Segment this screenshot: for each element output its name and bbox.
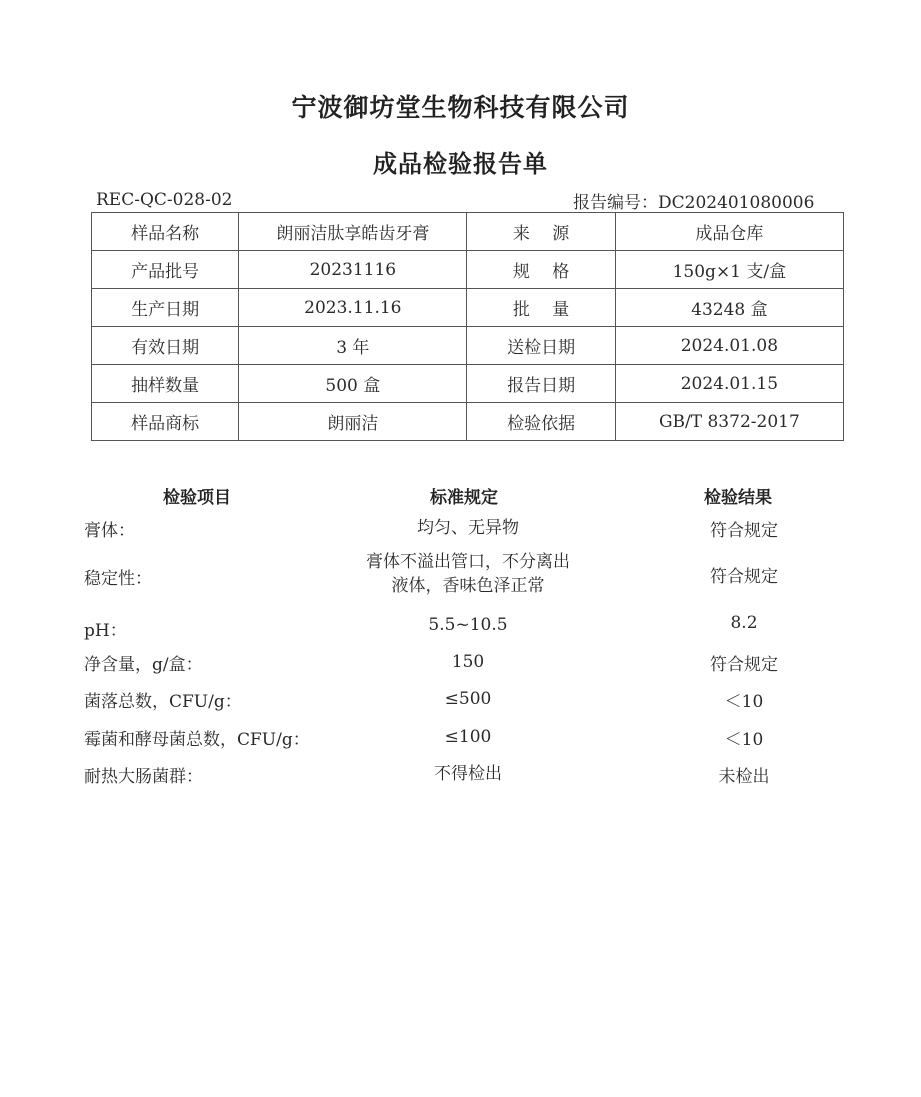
standard-line-1: 膏体不溢出管口，不分离出	[366, 552, 570, 572]
result-text: 符合规定	[710, 521, 778, 541]
report-title: 成品检验报告单	[373, 150, 548, 178]
table-cell: 生产日期	[92, 289, 239, 327]
table-cell: 43248 盒	[615, 289, 843, 327]
table-cell: 3 年	[239, 327, 467, 365]
table-cell: 样品商标	[92, 403, 239, 441]
header-standard: 标准规定	[430, 488, 498, 508]
table-cell: 朗丽洁	[239, 403, 467, 441]
result-text: 未检出	[718, 767, 770, 787]
table-cell: 抽样数量	[92, 365, 239, 403]
header-result: 检验结果	[704, 488, 772, 508]
company-name: 宁波御坊堂生物科技有限公司	[291, 93, 630, 122]
standard-text: 5.5~10.5	[428, 615, 508, 635]
result-text: ＜10	[724, 730, 764, 750]
document-code: REC-QC-028-02	[96, 190, 233, 210]
standard-text	[318, 550, 618, 598]
result-text: 符合规定	[710, 655, 778, 675]
item-label: 膏体：	[84, 521, 135, 541]
table-row	[92, 327, 844, 365]
table-cell: 有效日期	[92, 327, 239, 365]
result-text: 8.2	[730, 613, 758, 633]
table-cell: 报告日期	[467, 365, 615, 403]
result-text: 符合规定	[710, 567, 778, 587]
table-cell: 产品批号	[92, 251, 239, 289]
table-row	[92, 289, 844, 327]
table-cell: 2023.11.16	[239, 289, 467, 327]
sample-info-table	[91, 212, 844, 441]
table-cell: 朗丽洁肽享皓齿牙膏	[239, 213, 467, 251]
table-cell: 150g×1 支/盒	[615, 251, 843, 289]
table-cell: 检验依据	[467, 403, 615, 441]
table-cell: 样品名称	[92, 213, 239, 251]
table-cell: 500 盒	[239, 365, 467, 403]
result-text: ＜10	[724, 692, 764, 712]
report-number: 报告编号：DC202401080006	[573, 193, 815, 213]
table-cell: GB/T 8372-2017	[615, 403, 843, 441]
table-row	[92, 365, 844, 403]
standard-text: 均匀、无异物	[417, 518, 519, 538]
item-label: 净含量，g/盒：	[84, 655, 203, 675]
table-cell: 来 源	[467, 213, 615, 251]
table-cell: 20231116	[239, 251, 467, 289]
standard-text: ≤500	[444, 689, 492, 709]
item-label: 霉菌和酵母菌总数，CFU/g：	[84, 730, 310, 750]
table-row	[92, 251, 844, 289]
item-label: 菌落总数，CFU/g：	[84, 692, 242, 712]
header-inspection-item: 检验项目	[163, 488, 231, 508]
table-cell: 成品仓库	[615, 213, 843, 251]
table-cell: 规 格	[467, 251, 615, 289]
item-label: 耐热大肠菌群：	[84, 767, 203, 787]
table-cell: 送检日期	[467, 327, 615, 365]
table-row	[92, 213, 844, 251]
item-label: pH：	[84, 621, 127, 641]
table-cell: 2024.01.08	[615, 327, 843, 365]
standard-text: 150	[451, 652, 485, 672]
table-cell: 批 量	[467, 289, 615, 327]
table-row	[92, 403, 844, 441]
standard-text: ≤100	[444, 727, 492, 747]
standard-line-2: 液体，香味色泽正常	[391, 576, 545, 596]
item-label: 稳定性：	[84, 569, 152, 589]
table-cell: 2024.01.15	[615, 365, 843, 403]
standard-text: 不得检出	[434, 764, 502, 784]
